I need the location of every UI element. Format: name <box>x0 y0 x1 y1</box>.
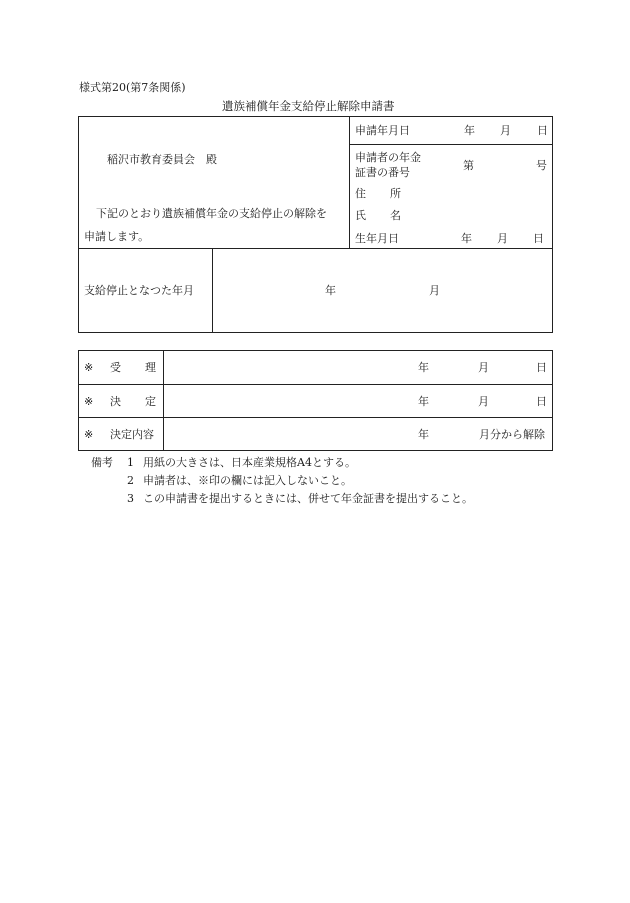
address-label-1: 住 <box>355 187 366 200</box>
main-table <box>78 116 553 333</box>
receipt-label-b: 理 <box>145 361 156 374</box>
cert-suffix: 号 <box>536 159 547 172</box>
application-date-label: 申請年月日 <box>355 124 410 137</box>
suspension-year: 年 <box>325 284 336 297</box>
note-1-text: 用紙の大きさは、日本産業規格A4とする。 <box>143 456 356 469</box>
decision-content-year: 年 <box>418 428 429 441</box>
receipt-month: 月 <box>478 361 489 374</box>
cert-prefix: 第 <box>463 159 474 172</box>
notes-heading: 備考 <box>91 456 113 469</box>
application-year: 年 <box>464 124 475 137</box>
receipt-year: 年 <box>418 361 429 374</box>
note-3-number: 3 <box>127 492 134 505</box>
decision-mark: ※ <box>84 395 94 408</box>
addressee: 稲沢市教育委員会 殿 <box>107 153 217 166</box>
address-label-2: 所 <box>390 187 401 200</box>
application-day: 日 <box>537 124 548 137</box>
decision-content-mark: ※ <box>84 428 94 441</box>
decision-content-month-suffix: 月分から解除 <box>479 428 545 441</box>
decision-content-label: 決定内容 <box>110 428 154 441</box>
note-3-text: この申請書を提出するときには、併せて年金証書を提出すること。 <box>143 492 473 505</box>
cert-label-line-2: 証書の番号 <box>355 166 410 179</box>
cert-label-line-1: 申請者の年金 <box>355 151 421 164</box>
birth-month: 月 <box>497 232 508 245</box>
receipt-mark: ※ <box>84 361 94 374</box>
note-2-text: 申請者は、※印の欄には記入しないこと。 <box>143 474 352 487</box>
decision-label-b: 定 <box>145 395 156 408</box>
decision-month: 月 <box>478 395 489 408</box>
statement-line-2: 申請します。 <box>84 230 150 243</box>
birth-date-label: 生年月日 <box>355 232 399 245</box>
form-title: 遺族補償年金支給停止解除申請書 <box>222 99 395 113</box>
birth-year: 年 <box>461 232 472 245</box>
name-label-1: 氏 <box>355 209 366 222</box>
receipt-label-a: 受 <box>110 361 121 374</box>
birth-day: 日 <box>533 232 544 245</box>
receipt-day: 日 <box>536 361 547 374</box>
name-label-2: 名 <box>390 209 401 222</box>
statement-line-1: 下記のとおり遺族補償年金の支給停止の解除を <box>96 207 327 220</box>
decision-day: 日 <box>536 395 547 408</box>
application-month: 月 <box>500 124 511 137</box>
note-2-number: 2 <box>127 474 134 487</box>
suspension-month: 月 <box>429 284 440 297</box>
suspension-label: 支給停止となつた年月 <box>84 284 194 297</box>
note-1-number: 1 <box>127 456 134 469</box>
decision-year: 年 <box>418 395 429 408</box>
decision-label-a: 決 <box>110 395 121 408</box>
form-number: 様式第20(第7条関係) <box>79 81 186 94</box>
